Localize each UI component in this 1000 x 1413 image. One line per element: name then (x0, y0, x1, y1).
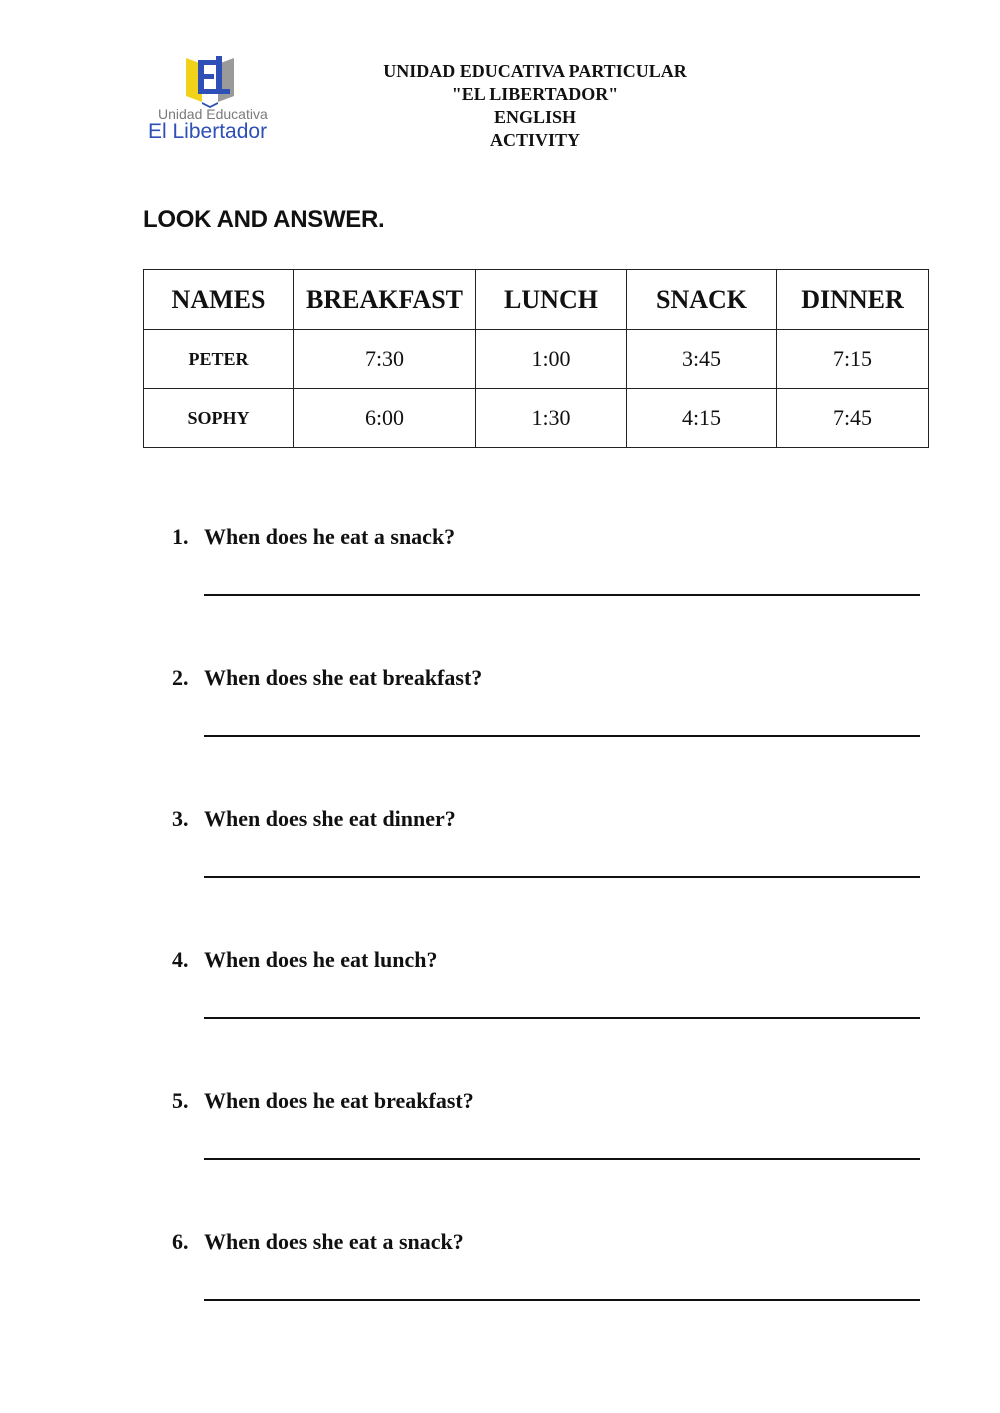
instruction-heading: LOOK AND ANSWER. (143, 206, 385, 233)
lunch-time: 1:00 (476, 330, 627, 389)
answer-line[interactable] (204, 735, 920, 737)
question-number: 3. (172, 806, 189, 831)
question-number: 6. (172, 1229, 189, 1254)
dinner-time: 7:15 (777, 330, 929, 389)
breakfast-time: 7:30 (294, 330, 476, 389)
snack-time: 4:15 (627, 389, 777, 448)
column-header-snack: SNACK (627, 270, 777, 330)
subject: ENGLISH (493, 107, 577, 127)
breakfast-time: 6:00 (294, 389, 476, 448)
answer-line[interactable] (204, 594, 920, 596)
question-text: When does he eat lunch? (204, 947, 438, 972)
question-item (172, 1088, 932, 1178)
column-header-breakfast: BREAKFAST (294, 270, 476, 330)
column-header-names: NAMES (144, 270, 294, 330)
question-item (172, 806, 932, 896)
school-name: "EL LIBERTADOR" (451, 84, 619, 104)
question-text: When does she eat breakfast? (204, 665, 483, 690)
lunch-time: 1:30 (476, 389, 627, 448)
name-cell: PETER (144, 330, 294, 389)
name-cell: SOPHY (144, 389, 294, 448)
question-item (172, 947, 932, 1037)
answer-line[interactable] (204, 1299, 920, 1301)
question-number: 5. (172, 1088, 189, 1113)
question-number: 1. (172, 524, 189, 549)
column-header-lunch: LUNCH (476, 270, 627, 330)
logo-title: El Libertador (148, 120, 268, 143)
answer-line[interactable] (204, 1017, 920, 1019)
school-type: UNIDAD EDUCATIVA PARTICULAR (383, 61, 687, 81)
question-item (172, 524, 932, 614)
dinner-time: 7:45 (777, 389, 929, 448)
logo-subtitle: Unidad Educativa (158, 106, 268, 122)
question-item (172, 1229, 932, 1319)
question-number: 4. (172, 947, 189, 972)
question-item (172, 665, 932, 755)
question-text: When does he eat breakfast? (204, 1088, 474, 1113)
snack-time: 3:45 (627, 330, 777, 389)
column-header-dinner: DINNER (777, 270, 929, 330)
question-text: When does he eat a snack? (204, 524, 456, 549)
answer-line[interactable] (204, 1158, 920, 1160)
question-text: When does she eat dinner? (204, 806, 456, 831)
question-number: 2. (172, 665, 189, 690)
activity-label: ACTIVITY (489, 130, 581, 150)
answer-line[interactable] (204, 876, 920, 878)
question-text: When does she eat a snack? (204, 1229, 464, 1254)
